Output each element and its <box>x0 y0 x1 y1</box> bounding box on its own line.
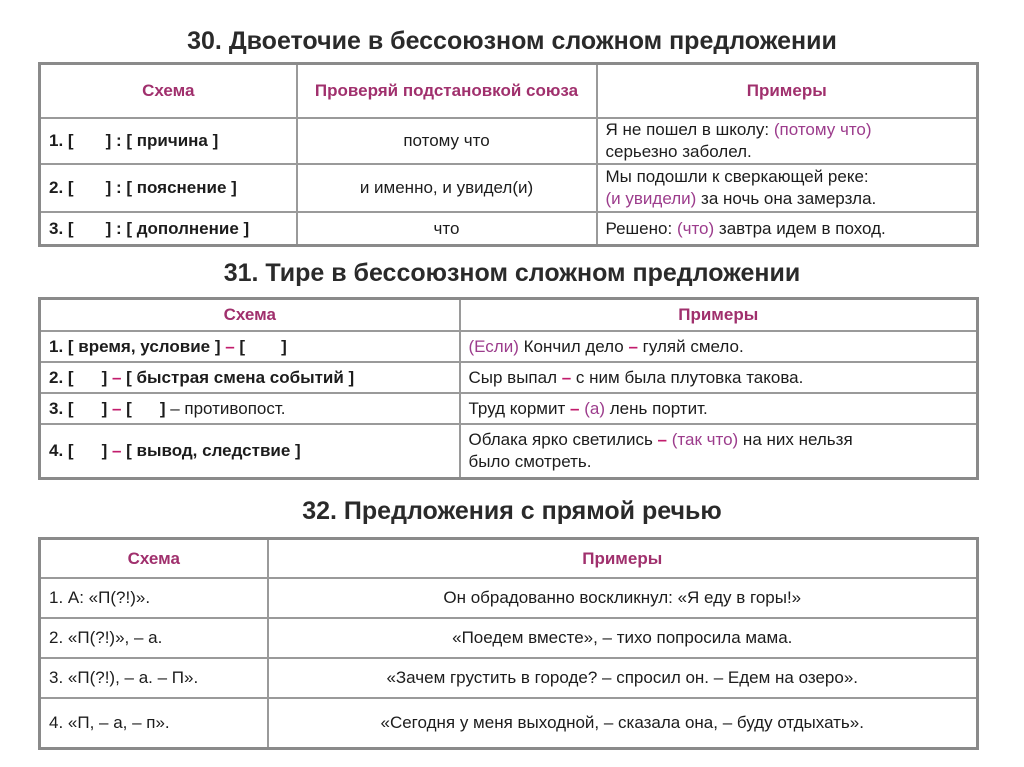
table-row <box>40 118 978 164</box>
header-examples: Примеры <box>268 539 978 579</box>
scheme-cell: 1. [ ] : [ причина ] <box>40 118 297 164</box>
header-union-check: Проверяй подстановкой союза <box>297 64 597 119</box>
example-cell: Мы подошли к сверкающей реке: (и увидели) за ночь она замерзла. <box>597 164 978 212</box>
scheme-cell: 3. [ ] – [ ] – противопост. <box>40 393 460 424</box>
example-cell: Облака ярко светились – (так что) на них нельзя было смотреть. <box>460 424 978 479</box>
scheme-cell: 1. [ время, условие ] – [ ] <box>40 331 460 362</box>
table-row <box>40 164 978 212</box>
scheme-cell: 4. [ ] – [ вывод, следствие ] <box>40 424 460 479</box>
colon-table <box>38 62 979 247</box>
example-cell: Решено: (что) завтра идем в поход. <box>597 212 978 246</box>
header-scheme: Схема <box>40 539 268 579</box>
scheme-cell: 2. [ ] – [ быстрая смена событий ] <box>40 362 460 393</box>
header-examples: Примеры <box>597 64 978 119</box>
union-cell: и именно, и увидел(и) <box>297 164 597 212</box>
scheme-cell: 3. [ ] : [ дополнение ] <box>40 212 297 246</box>
table-row <box>40 698 978 749</box>
scheme-cell: 1. А: «П(?!)». <box>40 578 268 618</box>
table-row <box>40 331 978 362</box>
table-row <box>40 578 978 618</box>
example-cell: Он обрадованно воскликнул: «Я еду в горы!» <box>268 578 978 618</box>
table-header-row <box>40 64 978 119</box>
table-row <box>40 362 978 393</box>
union-cell: что <box>297 212 597 246</box>
table-row <box>40 618 978 658</box>
table-row <box>40 393 978 424</box>
table-row <box>40 658 978 698</box>
scheme-cell: 4. «П, – а, – п». <box>40 698 268 749</box>
scheme-cell: 2. «П(?!)», – а. <box>40 618 268 658</box>
example-cell: Сыр выпал – с ним была плутовка такова. <box>460 362 978 393</box>
section-32-title: 32. Предложения с прямой речью <box>302 497 722 525</box>
example-cell: Труд кормит – (а) лень портит. <box>460 393 978 424</box>
section-31-title: 31. Тире в бессоюзном сложном предложении <box>223 259 801 287</box>
scheme-cell: 2. [ ] : [ пояснение ] <box>40 164 297 212</box>
example-cell: (Если) Кончил дело – гуляй смело. <box>460 331 978 362</box>
example-cell: Я не пошел в школу: (потому что) серьезно заболел. <box>597 118 978 164</box>
example-cell: «Поедем вместе», – тихо попросила мама. <box>268 618 978 658</box>
section-30-title: 30. Двоеточие в бессоюзном сложном предложении <box>187 27 837 55</box>
header-scheme: Схема <box>40 299 460 332</box>
header-examples: Примеры <box>460 299 978 332</box>
dash-table <box>38 297 979 480</box>
table-row <box>40 212 978 246</box>
example-cell: «Сегодня у меня выходной, – сказала она, – буду отдыхать». <box>268 698 978 749</box>
header-scheme: Схема <box>40 64 297 119</box>
table-row <box>40 424 978 479</box>
table-header-row <box>40 539 978 579</box>
direct-speech-table <box>38 537 979 750</box>
example-cell: «Зачем грустить в городе? – спросил он. – Едем на озеро». <box>268 658 978 698</box>
scheme-cell: 3. «П(?!), – а. – П». <box>40 658 268 698</box>
table-header-row <box>40 299 978 332</box>
union-cell: потому что <box>297 118 597 164</box>
